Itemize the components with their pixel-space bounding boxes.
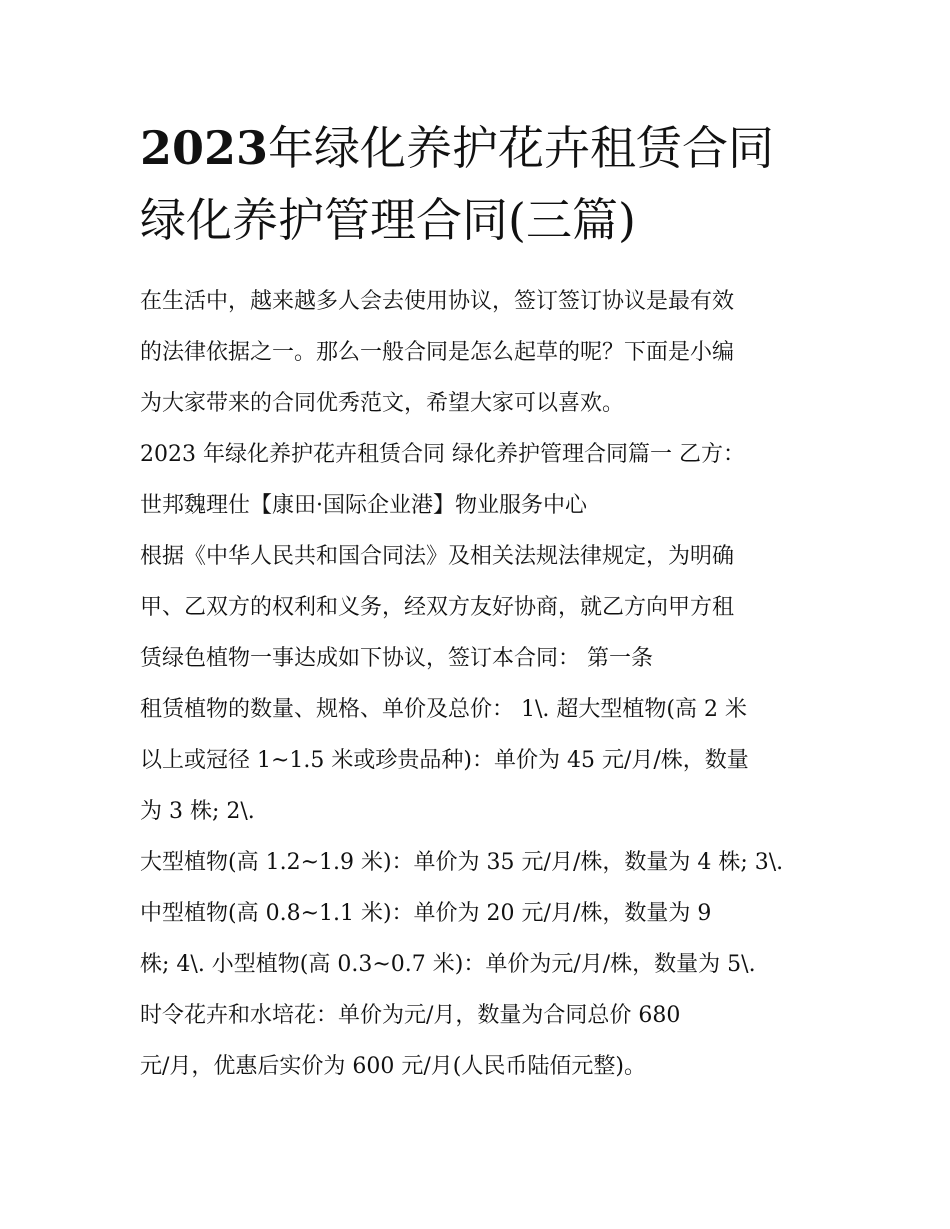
title-line-1-text: 年绿化养护花卉租赁合同 (268, 121, 775, 175)
body-line: 2023 年绿化养护花卉租赁合同 绿化养护管理合同篇一 乙方： (140, 442, 745, 467)
body-line: 世邦魏理仕【康田·国际企业港】物业服务中心 (140, 493, 587, 518)
body-line: 赁绿色植物一事达成如下协议，签订本合同： 第一条 (140, 646, 653, 671)
document-title (140, 112, 840, 256)
body-line: 租赁植物的数量、规格、单价及总价： 1\. 超大型植物(高 2 米 (140, 697, 747, 722)
body-line: 在生活中，越来越多人会去使用协议，签订签订协议是最有效 (140, 289, 735, 314)
body-line: 为 3 株; 2\. (140, 799, 255, 824)
body-line: 根据《中华人民共和国合同法》及相关法规法律规定，为明确 (140, 544, 735, 569)
title-line-2: 绿化养护管理合同(三篇) (140, 193, 636, 247)
body-line: 以上或冠径 1~1.5 米或珍贵品种)：单价为 45 元/月/株，数量 (140, 748, 749, 773)
body-line: 中型植物(高 0.8~1.1 米)：单价为 20 元/月/株，数量为 9 (140, 901, 712, 926)
body-line: 的法律依据之一。那么一般合同是怎么起草的呢？下面是小编 (140, 340, 735, 365)
body-line: 为大家带来的合同优秀范文，希望大家可以喜欢。 (140, 391, 625, 416)
body-line: 甲、乙双方的权利和义务，经双方友好协商，就乙方向甲方租 (140, 595, 735, 620)
body-line: 大型植物(高 1.2~1.9 米)：单价为 35 元/月/株，数量为 4 株; 3\. (140, 850, 784, 875)
body-line: 元/月，优惠后实价为 600 元/月(人民币陆佰元整)。 (140, 1054, 646, 1079)
body-line: 株; 4\. 小型植物(高 0.3~0.7 米)：单价为元/月/株，数量为 5\. (140, 952, 756, 977)
title-year: 2023 (140, 121, 269, 175)
body-line: 时令花卉和水培花：单价为元/月，数量为合同总价 680 (140, 1003, 681, 1028)
title-line-1 (140, 112, 840, 184)
document-body (140, 276, 830, 1092)
